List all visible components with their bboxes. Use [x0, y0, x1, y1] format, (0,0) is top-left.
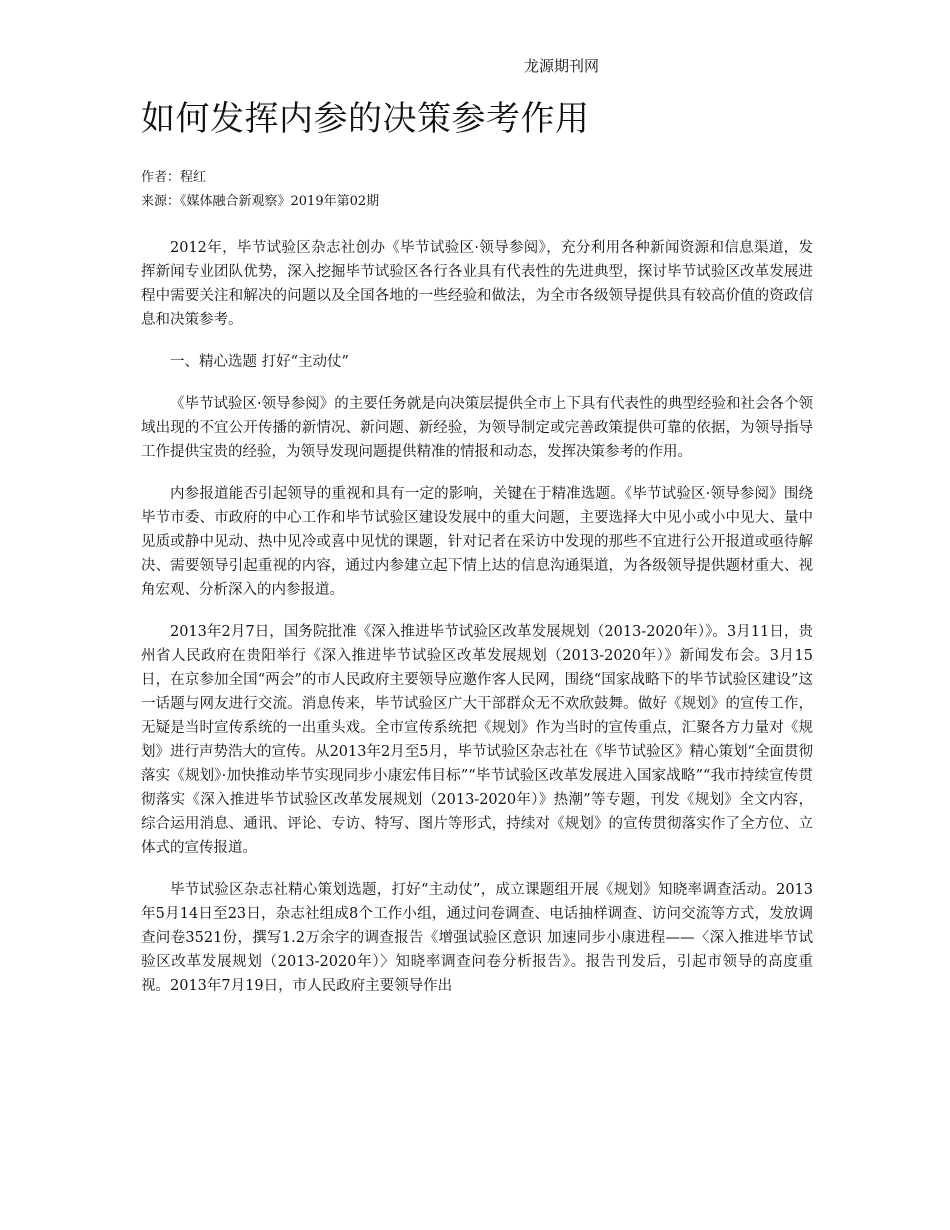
author-line: 作者：程红: [141, 170, 207, 185]
section-heading: 一、精心选题 打好“主动仗”: [170, 354, 349, 370]
article-meta: [141, 166, 821, 214]
site-name: 龙源期刊网: [524, 57, 600, 75]
paragraph-survey: 毕节试验区杂志社精心策划选题，打好“主动仗”，成立课题组开展《规划》知晓率调查活动。2013年5月14日至23日，杂志社组成8个工作小组，通过问卷调查、电话抽样调查、访问交流等方式，发放调查问卷3521份，撰写1.2万余字的调查报告《增强试验区意识 加速同步小康进程——〈深入推进毕节试验区改革发展规划（2013-2020年）〉知晓率调查问卷分析报告》。报告刊发后，引起市领导的高度重视。2013年7月19日，市人民政府主要领导作出: [141, 882, 813, 994]
paragraph-topic-selection: 内参报道能否引起领导的重视和具有一定的影响，关键在于精准选题。《毕节试验区·领导参阅》围绕毕节市委、市政府的中心工作和毕节试验区建设发展中的重大问题，主要选择大中见小或小中见大、量中见质或静中见动、热中见冷或喜中见忧的课题，针对记者在采访中发现的那些不宜进行公开报道或亟待解决、需要领导引起重视的内容，通过内参建立起下情上达的信息沟通渠道，为各级领导提供题材重大、视角宏观、分析深入的内参报道。: [141, 486, 813, 598]
source-line: 来源：《媒体融合新观察》2019年第02期: [141, 194, 380, 209]
article-body: [141, 236, 813, 1216]
article-title: 如何发挥内参的决策参考作用: [141, 99, 590, 139]
paragraph-mission: 《毕节试验区·领导参阅》的主要任务就是向决策层提供全市上下具有代表性的典型经验和社会各个领域出现的不宜公开传播的新情况、新问题、新经验，为领导制定或完善政策提供可靠的依据，为领导指导工作提供宝贵的经验，为领导发现问题提供精准的情报和动态，发挥决策参考的作用。: [141, 396, 813, 460]
paragraph-intro: 2012年，毕节试验区杂志社创办《毕节试验区·领导参阅》，充分利用各种新闻资源和信息渠道，发挥新闻专业团队优势，深入挖掘毕节试验区各行各业具有代表性的先进典型，探讨毕节试验区改革发展进程中需要关注和解决的问题以及全国各地的一些经验和做法，为全市各级领导提供具有较高价值的资政信息和决策参考。: [141, 240, 813, 328]
paragraph-plan-publicity: 2013年2月7日，国务院批准《深入推进毕节试验区改革发展规划（2013-2020年）》。3月11日，贵州省人民政府在贵阳举行《深入推进毕节试验区改革发展规划（2013-2020年）》新闻发布会。3月15日，在京参加全国“两会”的市人民政府主要领导应邀作客人民网，围绕“国家战略下的毕节试验区建设”这一话题与网友进行交流。消息传来，毕节试验区广大干部群众无不欢欣鼓舞。做好《规划》的宣传工作，无疑是当时宣传系统的一出重头戏。全市宣传系统把《规划》作为当时的宣传重点，汇聚各方力量对《规划》进行声势浩大的宣传。从2013年2月至5月，毕节试验区杂志社在《毕节试验区》精心策划“全面贯彻落实《规划》·加快推动毕节实现同步小康宏伟目标”“毕节试验区改革发展进入国家战略”“我市持续宣传贯彻落实《深入推进毕节试验区改革发展规划（2013-2020年）》热潮”等专题，刊发《规划》全文内容，综合运用消息、通讯、评论、专访、特写、图片等形式，持续对《规划》的宣传贯彻落实作了全方位、立体式的宣传报道。: [141, 624, 813, 856]
